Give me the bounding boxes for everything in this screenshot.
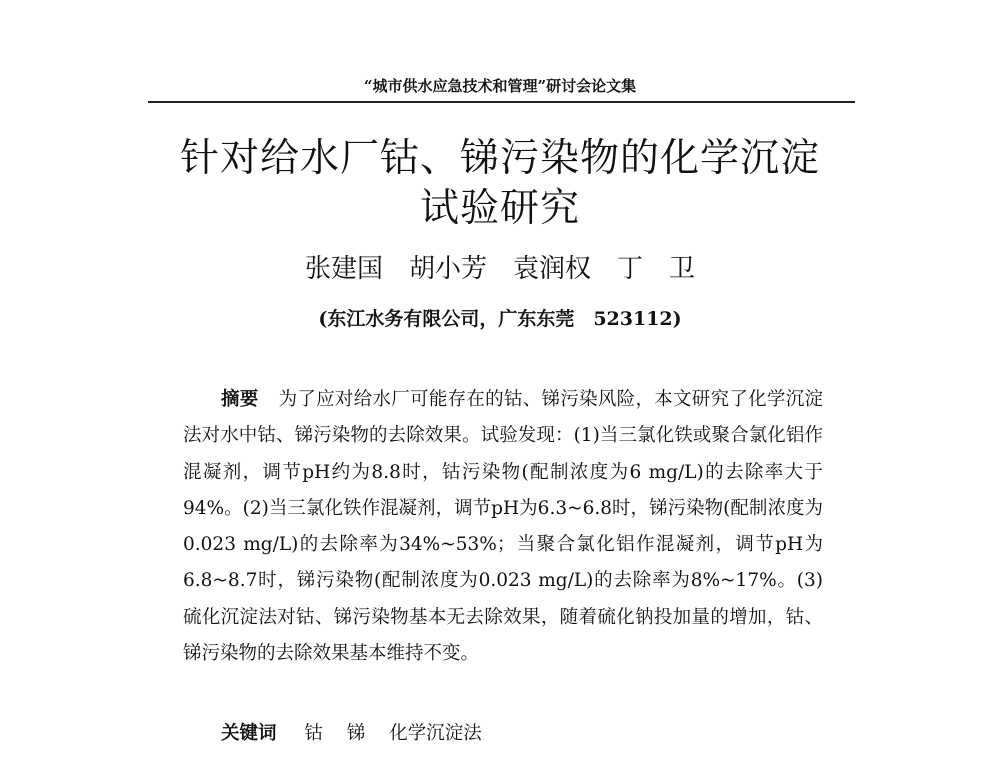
- title-line-1: 针对给水厂钴、锑污染物的化学沉淀: [179, 136, 820, 181]
- abstract: [183, 382, 823, 672]
- paper-title: [0, 134, 1000, 234]
- keyword-item: 锑: [346, 723, 366, 744]
- keyword-item: 钴: [304, 723, 323, 744]
- running-header: “城市供水应急技术和管理”研讨会论文集: [363, 77, 637, 95]
- keywords: [221, 719, 821, 749]
- header-rule: [148, 101, 855, 103]
- affiliation: (东江水务有限公司，广东东莞 523112): [318, 308, 682, 330]
- title-line-2: 试验研究: [419, 186, 580, 231]
- abstract-label: 摘要: [221, 389, 259, 410]
- keywords-label: 关键词: [221, 723, 277, 744]
- abstract-text: 为了应对给水厂可能存在的钴、锑污染风险，本文研究了化学沉淀法对水中钴、锑污染物的去除效果。试验发现：(1)当三氯化铁或聚合氯化铝作混凝剂，调节pH约为8.8时，钴污染物(配制浓度为6 mg/L)的去除率大于94%。(2)当三氯化铁作混凝剂，调节pH为6.3~6.8时，锑污染物(配制浓度为0.023 mg/L)的去除率为34%~53%；当聚合氯化铝作混凝剂，调节pH为6.8~8.7时，锑污染物(配制浓度为0.023 mg/L)的去除率为8%~17%。(3)硫化沉淀法对钴、锑污染物基本无去除效果，随着硫化钠投加量的增加，钴、锑污染物的去除效果基本维持不变。: [183, 389, 823, 665]
- author-list: 张建国 胡小芳 袁润权 丁 卫: [304, 254, 695, 284]
- keyword-item: 化学沉淀法: [389, 723, 482, 744]
